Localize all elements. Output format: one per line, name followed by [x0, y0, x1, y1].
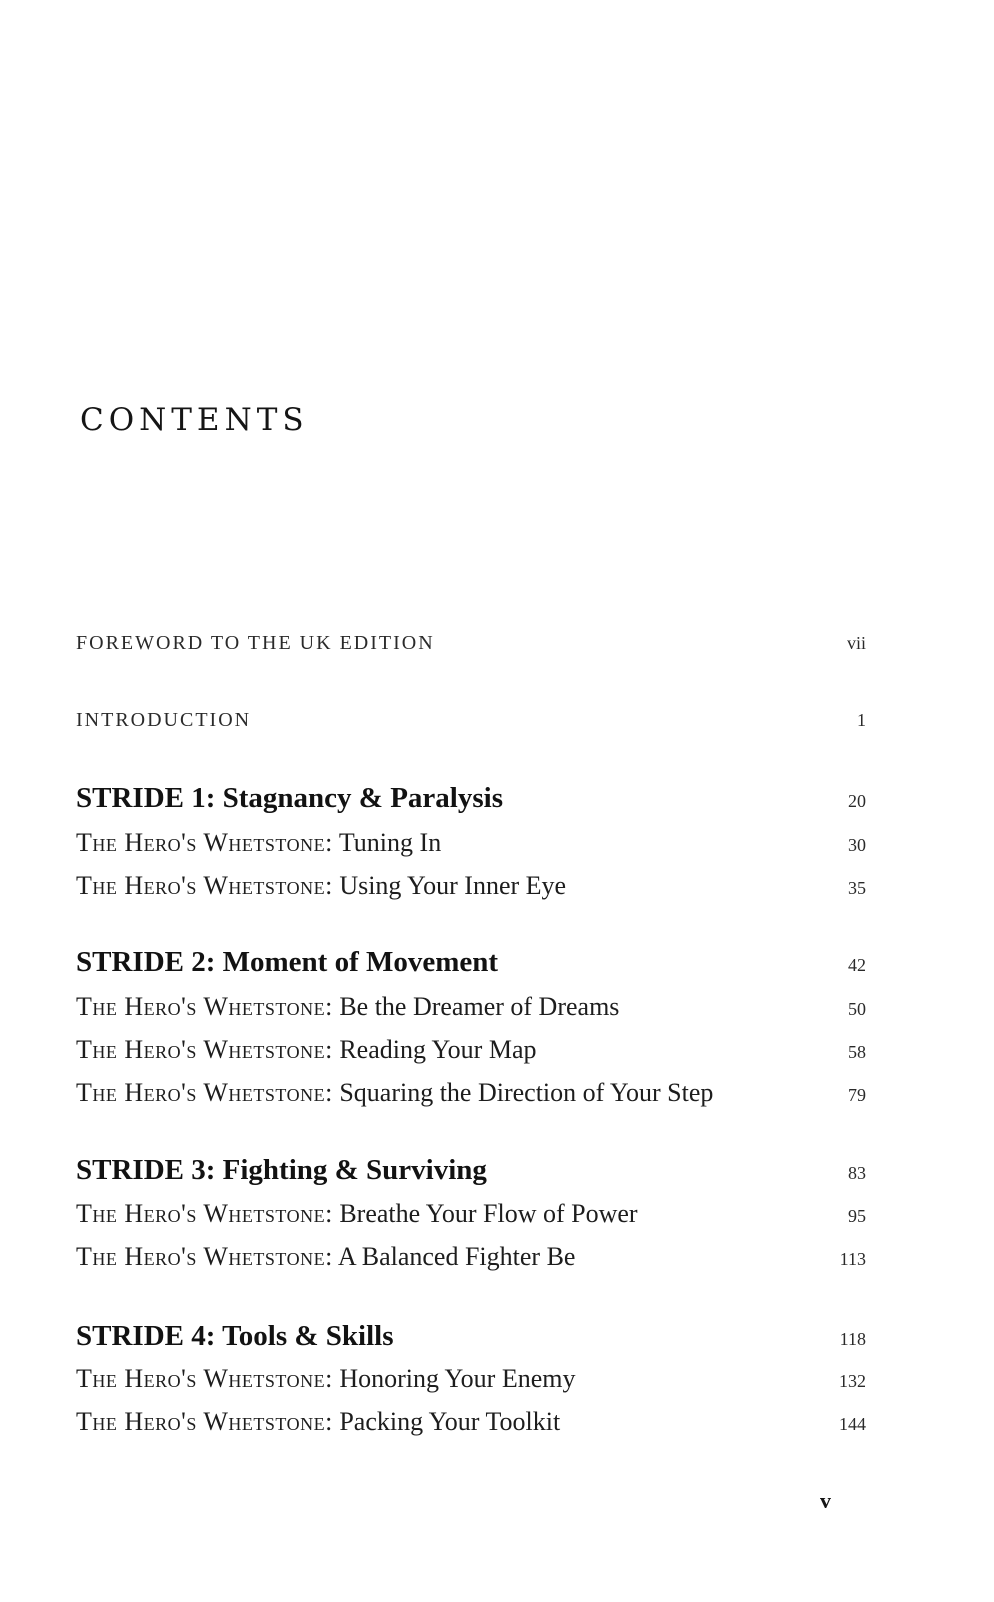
- toc-entry-label: Packing Your Toolkit: [339, 1407, 561, 1436]
- toc-entry-label: Squaring the Direction of Your Step: [339, 1078, 714, 1107]
- toc-entry[interactable]: [76, 1035, 866, 1065]
- toc-stride-label: STRIDE 2: Moment of Movement: [76, 946, 499, 978]
- toc-entry-label: INTRODUCTION: [76, 709, 252, 731]
- toc-stride-4[interactable]: [76, 1320, 866, 1353]
- toc-entry-text: [76, 1035, 536, 1065]
- toc-page-number: 132: [839, 1371, 866, 1391]
- toc-entry-text: [76, 1407, 560, 1437]
- toc-entry-foreword[interactable]: [76, 632, 866, 655]
- toc-entry-prefix: The Hero's Whetstone:: [76, 828, 333, 857]
- toc-entry[interactable]: [76, 1078, 866, 1108]
- toc-entry-prefix: The Hero's Whetstone:: [76, 1364, 333, 1393]
- toc-stride-label: STRIDE 3: Fighting & Surviving: [76, 1154, 487, 1186]
- toc-page-number: vii: [846, 633, 866, 653]
- page-title: CONTENTS: [80, 402, 309, 438]
- toc-entry-label: Using Your Inner Eye: [339, 871, 567, 900]
- toc-page-number: 144: [839, 1414, 866, 1434]
- toc-entry-label: Tuning In: [338, 828, 442, 857]
- toc-entry-label: FOREWORD TO THE UK EDITION: [76, 632, 435, 654]
- toc-entry-prefix: The Hero's Whetstone:: [76, 871, 333, 900]
- toc-entry[interactable]: [76, 1407, 866, 1437]
- toc-entry-prefix: The Hero's Whetstone:: [76, 1242, 333, 1271]
- toc-page-number: 95: [848, 1206, 866, 1226]
- toc-entry-prefix: The Hero's Whetstone:: [76, 992, 333, 1021]
- toc-page-number: 1: [857, 710, 866, 730]
- toc-entry[interactable]: [76, 1364, 866, 1394]
- toc-entry[interactable]: [76, 871, 866, 901]
- toc-entry[interactable]: [76, 1199, 866, 1229]
- toc-entry-text: [76, 1199, 638, 1229]
- toc-entry-prefix: The Hero's Whetstone:: [76, 1199, 333, 1228]
- toc-entry[interactable]: [76, 1242, 866, 1272]
- toc-page-number: 35: [848, 878, 866, 898]
- toc-page-number: 83: [848, 1163, 866, 1183]
- toc-entry-text: [76, 828, 441, 858]
- toc-entry-text: [76, 992, 619, 1022]
- toc-page-number: 79: [848, 1085, 866, 1105]
- toc-stride-3[interactable]: [76, 1154, 866, 1187]
- toc-entry-text: [76, 1078, 713, 1108]
- toc-entry-label: A Balanced Fighter Be: [337, 1242, 576, 1271]
- toc-entry-introduction[interactable]: [76, 709, 866, 732]
- toc-page-number: 42: [848, 955, 866, 975]
- toc-entry-text: [76, 1242, 575, 1272]
- toc-entry-label: Be the Dreamer of Dreams: [339, 992, 620, 1021]
- toc-entry-label: Honoring Your Enemy: [339, 1364, 576, 1393]
- toc-page-number: 58: [848, 1042, 866, 1062]
- toc-entry[interactable]: [76, 992, 866, 1022]
- toc-entry-text: [76, 871, 566, 901]
- toc-entry-text: [76, 1364, 575, 1394]
- toc-entry-prefix: The Hero's Whetstone:: [76, 1078, 333, 1107]
- toc-page-number: 50: [848, 999, 866, 1019]
- toc-entry[interactable]: [76, 828, 866, 858]
- toc-stride-2[interactable]: [76, 946, 866, 979]
- toc-stride-1[interactable]: [76, 782, 866, 815]
- toc-stride-label: STRIDE 1: Stagnancy & Paralysis: [76, 782, 503, 814]
- toc-page-number: 118: [839, 1329, 866, 1349]
- toc-page-number: 113: [839, 1249, 866, 1269]
- toc-entry-prefix: The Hero's Whetstone:: [76, 1035, 333, 1064]
- toc-stride-label: STRIDE 4: Tools & Skills: [76, 1320, 394, 1352]
- page-folio: v: [820, 1488, 831, 1513]
- toc-entry-label: Reading Your Map: [339, 1035, 537, 1064]
- toc-entry-label: Breathe Your Flow of Power: [339, 1199, 638, 1228]
- toc-entry-prefix: The Hero's Whetstone:: [76, 1407, 333, 1436]
- toc-page-number: 30: [848, 835, 866, 855]
- toc-page-number: 20: [848, 791, 866, 811]
